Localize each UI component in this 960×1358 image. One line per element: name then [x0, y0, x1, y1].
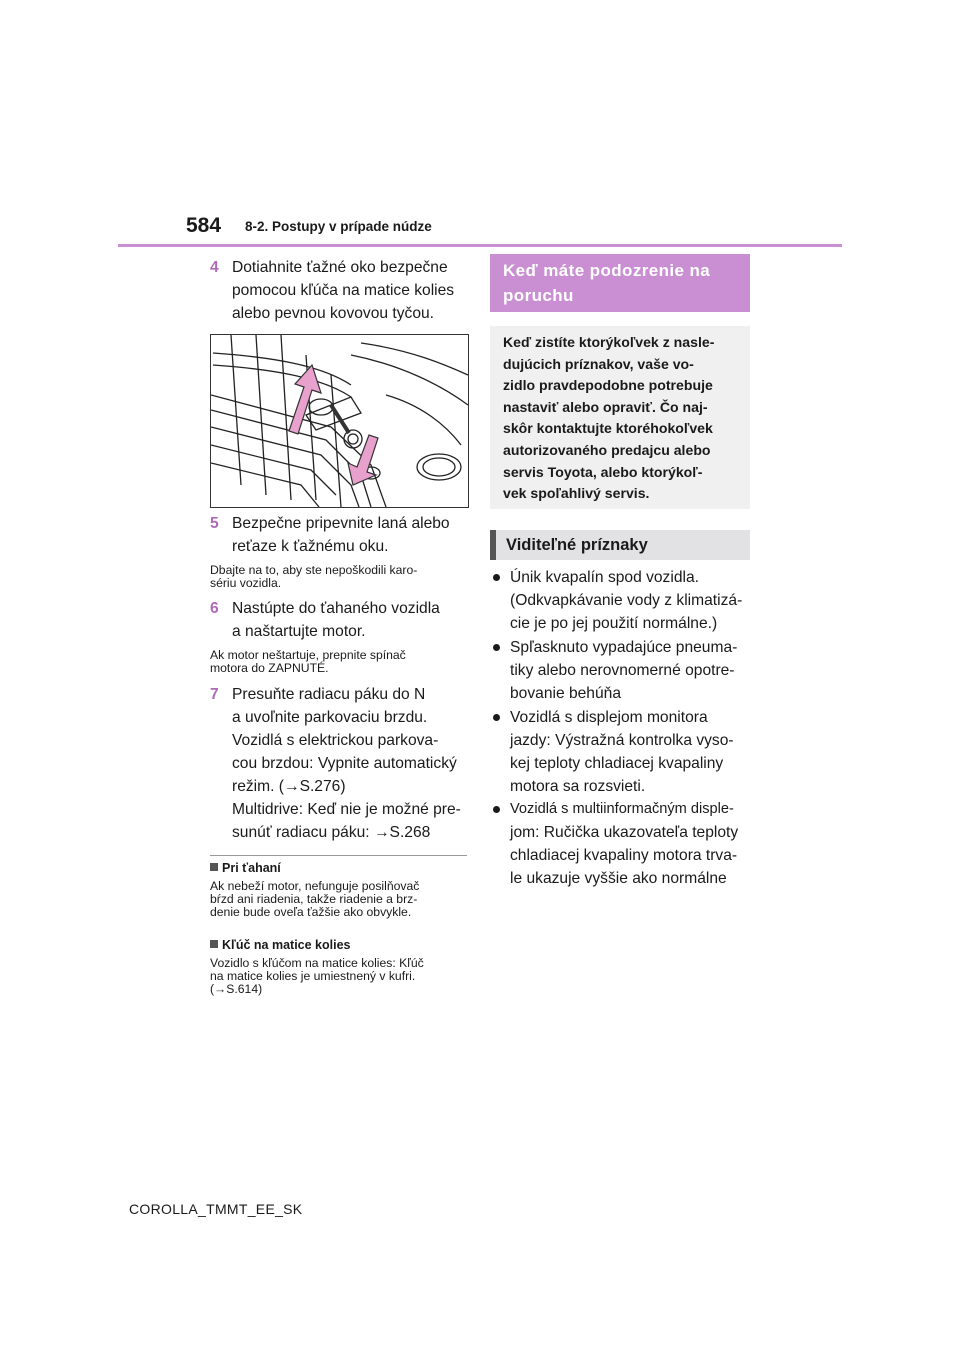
step-text: cou brzdou: Vypnite automatický: [232, 755, 457, 772]
step-4: [210, 256, 470, 325]
step-6: [210, 597, 470, 643]
info-text: Ak nebeží motor, nefunguje posilňovač: [210, 879, 420, 893]
symptom-text: motora sa rozsvieti.: [510, 778, 646, 795]
info-text: bŕzd ani riadenia, takže riadenie a brz-: [210, 892, 418, 906]
step-text: režim. (→S.276): [232, 778, 346, 795]
symptom-item: [493, 706, 755, 798]
notice-text: dujúcich príznakov, vaše vo-: [503, 355, 694, 372]
bullet-icon: [493, 644, 500, 651]
symptom-text: Vozidlá s multiinformačným disple-: [510, 801, 734, 817]
note-text: Ak motor neštartuje, prepnite spínač: [210, 648, 406, 662]
symptom-text: Spľasknuto vypadajúce pneuma-: [510, 639, 738, 656]
step-text: sunúť radiacu páku: →S.268: [232, 824, 431, 841]
step-text: Nastúpte do ťahaného vozidla: [232, 600, 440, 617]
notice-text: autorizovaného predajcu alebo: [503, 441, 711, 458]
malfunction-heading: [490, 254, 750, 312]
square-bullet-icon: [210, 940, 218, 948]
header-divider: [118, 244, 842, 247]
step-text: Bezpečne pripevnite laná alebo: [232, 515, 450, 532]
notice-text: Keď zistíte ktorýkoľvek z nasle-: [503, 334, 715, 350]
step-text: Vozidlá s elektrickou parkova-: [232, 732, 439, 749]
step-7: [210, 683, 472, 844]
step-text: a uvoľnite parkovaciu brzdu.: [232, 709, 428, 726]
symptom-text: chladiacej kvapaliny motora trva-: [510, 847, 738, 864]
note-text: Dbajte na to, aby ste nepoškodili karo-: [210, 563, 418, 577]
step-text: a naštartujte motor.: [232, 623, 366, 640]
step-number: 4: [210, 259, 219, 276]
symptom-text: bovanie behúňa: [510, 685, 621, 702]
info-wheel-nut-wrench: [210, 938, 472, 996]
document-code: COROLLA_TMMT_EE_SK: [129, 1201, 303, 1217]
square-bullet-icon: [210, 863, 218, 871]
notice-text: nastaviť alebo opraviť. Čo naj-: [503, 398, 708, 415]
step-text: Multidrive: Keď nie je možné pre-: [232, 801, 461, 818]
symptom-text: (Odkvapkávanie vody z klimatizá-: [510, 592, 743, 609]
symptom-text: kej teploty chladiacej kvapaliny: [510, 755, 724, 772]
step-number: 5: [210, 515, 219, 532]
page-number: 584: [186, 214, 222, 237]
note-text: sériu vozidla.: [210, 576, 282, 590]
note-text: motora do ZAPNUTÉ.: [210, 661, 329, 675]
symptom-text: jom: Ručička ukazovateľa teploty: [510, 824, 739, 841]
step-text: pomocou kľúča na matice kolies: [232, 282, 455, 299]
info-text: na matice kolies je umiestnený v kufri.: [210, 969, 416, 983]
step-number: 6: [210, 600, 219, 617]
symptom-item: [493, 636, 755, 705]
symptom-text: Vozidlá s displejom monitora: [510, 709, 708, 726]
bullet-icon: [493, 714, 500, 721]
info-towing: [210, 861, 472, 919]
notice-text: zidlo pravdepodobne potrebuje: [503, 377, 713, 394]
malfunction-notice-box: [490, 326, 750, 509]
symptom-text: le ukazuje vyššie ako normálne: [510, 870, 727, 887]
symptom-text: tiky alebo nerovnomerné opotre-: [510, 662, 735, 679]
bullet-icon: [493, 806, 500, 813]
info-text: denie bude oveľa ťažšie ako obvykle.: [210, 905, 412, 919]
section-divider: [210, 855, 467, 856]
info-text: Vozidlo s kľúčom na matice kolies: Kľúč: [210, 956, 424, 970]
step-text: Presuňte radiacu páku do N: [232, 686, 426, 703]
notice-text: servis Toyota, alebo ktorýkoľ-: [503, 463, 703, 480]
symptom-item: [493, 798, 759, 890]
step-text: reťaze k ťažnému oku.: [232, 538, 389, 555]
info-heading: Pri ťahaní: [210, 861, 472, 875]
symptom-text: jazdy: Výstražná kontrolka vyso-: [510, 732, 734, 749]
heading-text: poruchu: [503, 286, 574, 305]
towing-eye-illustration: [210, 334, 469, 508]
symptom-text: Únik kvapalín spod vozidla.: [510, 569, 699, 586]
step-text: alebo pevnou kovovou tyčou.: [232, 305, 434, 322]
note-step-5: [210, 564, 417, 590]
bullet-icon: [493, 574, 500, 581]
symptom-item: [493, 566, 755, 635]
heading-text: Keď máte podozrenie na: [503, 261, 711, 280]
symptoms-heading: [490, 530, 750, 560]
step-number: 7: [210, 686, 219, 703]
symptoms-heading-text: Viditeľné príznaky: [506, 536, 648, 554]
symptom-text: cie je po jej použití normálne.): [510, 615, 718, 632]
info-text: (→S.614): [210, 982, 263, 996]
step-text: Dotiahnite ťažné oko bezpečne: [232, 259, 448, 276]
info-heading: Kľúč na matice kolies: [210, 938, 472, 952]
notice-text: skôr kontaktujte ktoréhokoľvek: [503, 420, 713, 437]
step-5: [210, 512, 470, 558]
section-title: 8-2. Postupy v prípade núdze: [245, 219, 432, 234]
notice-text: vek spoľahlivý servis.: [503, 485, 650, 502]
note-step-6: [210, 649, 406, 675]
